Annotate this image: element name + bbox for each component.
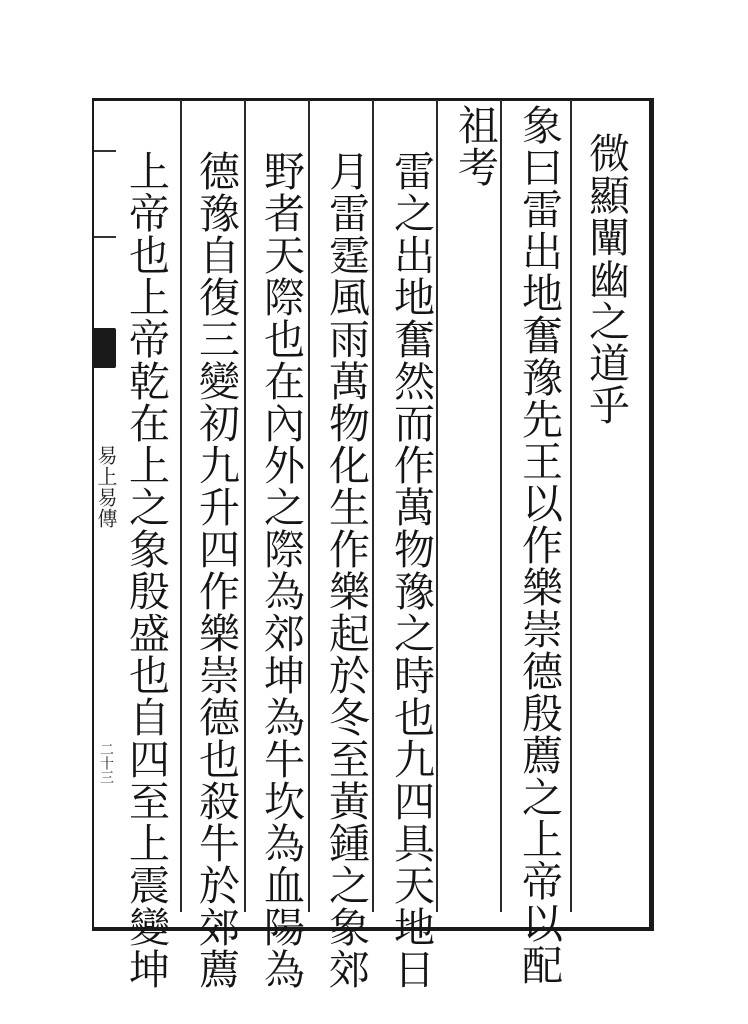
text-column-4: 雷之出地奮然而作萬物豫之時也九四具天地日	[387, 150, 435, 990]
column-rule	[436, 100, 438, 912]
text-column-1: 微顯闡幽之道乎	[582, 132, 630, 426]
column-rule	[372, 100, 374, 912]
text-column-8: 上帝也上帝乾在上之象殷盛也自四至上震變坤	[122, 150, 170, 990]
text-column-6: 野者天際也在內外之際為郊坤為牛坎為血陽為	[257, 150, 305, 990]
column-rule	[308, 100, 310, 912]
text-column-2: 象曰雷出地奮豫先王以作樂崇德殷薦之上帝以配	[515, 104, 563, 986]
margin-title: 易上易傳	[94, 445, 118, 529]
margin-rule	[94, 150, 116, 152]
column-rule	[500, 100, 502, 912]
text-column-7: 德豫自復三變初九升四作樂崇德也殺牛於郊薦	[192, 150, 240, 990]
column-rule	[570, 100, 572, 912]
margin-page-number: 二十三	[98, 742, 114, 784]
margin-rule	[94, 236, 116, 238]
text-column-5: 月雷霆風雨萬物化生作樂起於冬至黃鍾之象郊	[322, 150, 370, 990]
column-rule	[244, 100, 246, 912]
text-column-3: 祖考	[451, 104, 499, 188]
column-rule	[180, 100, 182, 912]
fish-tail-mark	[92, 328, 116, 368]
